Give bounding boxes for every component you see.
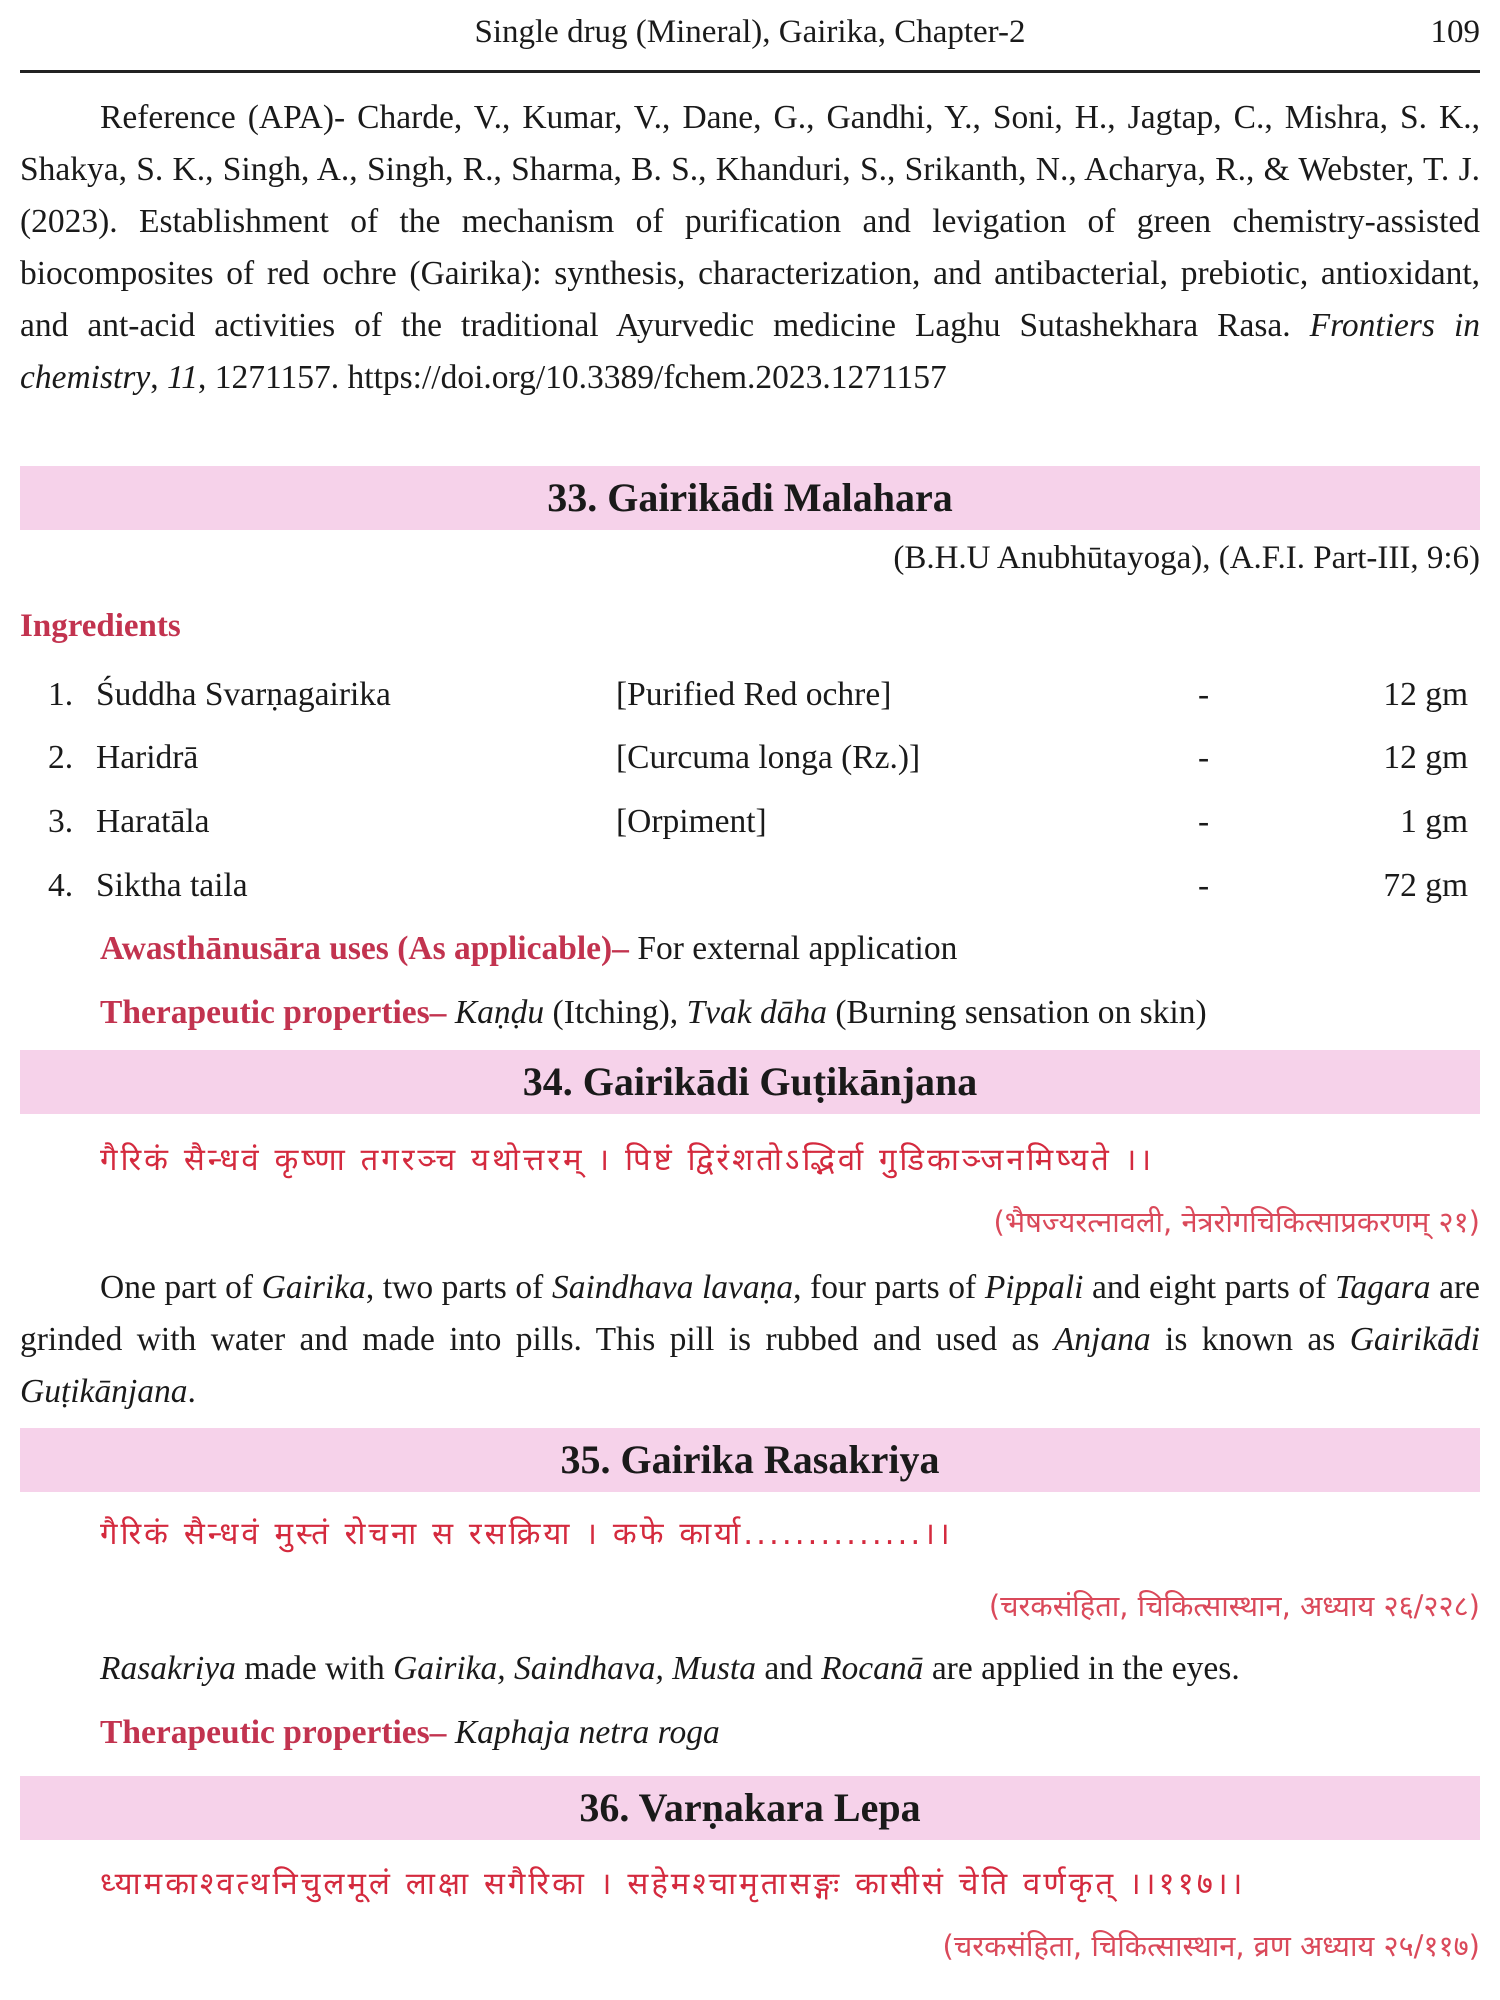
desc-term: Anjana: [1053, 1321, 1151, 1358]
reference-journal: Frontiers in chemistry: [20, 307, 1480, 396]
desc-term: Pippali: [984, 1269, 1084, 1306]
ingredient-dash: -: [1198, 739, 1210, 776]
desc-text: is known as: [1150, 1321, 1350, 1358]
page-number: 109: [1430, 14, 1480, 50]
therapeutic-term-1: Kaṇḍu: [454, 994, 545, 1031]
ingredient-row: [48, 856, 1468, 916]
therapeutic-term-2: Tvak dāha: [686, 994, 827, 1031]
ingredient-row: [48, 792, 1468, 852]
section-33-source: (B.H.U Anubhūtayoga), (A.F.I. Part-III, 9:6): [893, 540, 1480, 576]
ingredient-number: 3.: [48, 803, 74, 840]
section-36-title: 36. Varṇakara Lepa: [20, 1776, 1480, 1840]
desc-text: and eight parts of: [1083, 1269, 1335, 1306]
desc-text: and: [755, 1650, 822, 1687]
ingredient-name: Haratāla: [96, 803, 210, 840]
desc-term: Gairikādi Guṭikānjana: [20, 1321, 1480, 1410]
section-35-verse: गैरिकं सैन्धवं मुस्तं रोचना स रसक्रिया । कफे कार्या..............।।: [100, 1516, 953, 1552]
ingredient-number: 4.: [48, 867, 74, 904]
ingredient-latin: [Purified Red ochre]: [616, 676, 892, 713]
ingredients-heading: Ingredients: [20, 608, 181, 644]
section-33-therapeutic: [100, 994, 1207, 1032]
section-35-title: 35. Gairika Rasakriya: [20, 1428, 1480, 1492]
section-36-verse-source: (चरकसंहिता, चिकित्सास्थान, व्रण अध्याय २५/११७): [942, 1929, 1480, 1963]
desc-term: Rasakriya: [100, 1650, 236, 1687]
desc-text: are grinded with water and made into pills. This pill is rubbed and used as: [20, 1269, 1480, 1358]
therapeutic-text-2: (Burning sensation on skin): [827, 994, 1207, 1031]
section-34-verse: गैरिकं सैन्धवं कृष्णा तगरञ्च यथोत्तरम् । पिष्टं द्विरंशतोऽद्भिर्वा गुडिकाञ्जनमिष्यते ।।: [100, 1142, 1155, 1178]
ingredient-number: 2.: [48, 739, 74, 776]
therapeutic-text-1: (Itching),: [544, 994, 687, 1031]
reference-text: Reference (APA)- Charde, V., Kumar, V., Dane, G., Gandhi, Y., Soni, H., Jagtap, C., Mishra, S. K., Shakya, S. K., Singh, A., Singh, R., Sharma, B. S., Khanduri, S., Srikanth, N., Acharya, R., & Webster, T. J. (2023). Establishment of the mechanism of purification and levigation of green chemistry-assisted biocomposites of red ochre (Gairika): synthesis, characterization, and antibacterial, prebiotic, antioxidant, and ant-acid activities of the traditional Ayurvedic medicine Laghu Sutashekhara Rasa.: [20, 99, 1480, 344]
ingredient-quantity: 12 gm: [1383, 739, 1468, 776]
desc-text: made with: [235, 1650, 394, 1687]
desc-term: Saindhava lavaṇa: [551, 1269, 794, 1306]
ingredient-quantity: 12 gm: [1383, 676, 1468, 713]
section-35-verse-source: (चरकसंहिता, चिकित्सास्थान, अध्याय २६/२२८): [988, 1589, 1480, 1623]
therapeutic-label: Therapeutic properties–: [100, 1714, 447, 1751]
section-34-title: 34. Gairikādi Guṭikānjana: [20, 1050, 1480, 1114]
therapeutic-label: Therapeutic properties–: [100, 994, 447, 1031]
section-34-description: [20, 1262, 1480, 1418]
reference-volume: 11: [167, 359, 199, 396]
ingredient-name: Siktha taila: [96, 867, 248, 904]
ingredient-dash: -: [1198, 867, 1210, 904]
reference-comma: ,: [150, 359, 167, 396]
uses-label: Awasthānusāra uses (As applicable)–: [100, 930, 629, 967]
ingredient-row: [48, 665, 1468, 725]
ingredient-row: [48, 728, 1468, 788]
desc-term: Gairika: [261, 1269, 366, 1306]
ingredient-name: Haridrā: [96, 739, 199, 776]
reference-tail: , 1271157. https://doi.org/10.3389/fchem.2023.1271157: [198, 359, 947, 396]
desc-text: , four parts of: [793, 1269, 985, 1306]
section-35-description: [100, 1650, 1240, 1688]
uses-text: For external application: [628, 930, 958, 967]
desc-text: .: [187, 1373, 196, 1410]
section-33-uses: [100, 930, 957, 968]
section-35-therapeutic: [100, 1714, 720, 1752]
running-header: [20, 14, 1480, 73]
ingredient-dash: -: [1198, 676, 1210, 713]
ingredient-dash: -: [1198, 803, 1210, 840]
ingredient-latin: [Orpiment]: [616, 803, 767, 840]
section-33-title: 33. Gairikādi Malahara: [20, 466, 1480, 530]
desc-text: are applied in the eyes.: [923, 1650, 1240, 1687]
reference-paragraph: [20, 92, 1480, 404]
therapeutic-term: Kaphaja netra roga: [454, 1714, 720, 1751]
desc-text: , two parts of: [365, 1269, 552, 1306]
ingredient-number: 1.: [48, 676, 74, 713]
ingredient-name: Śuddha Svarṇagairika: [96, 676, 391, 713]
section-34-verse-source: (भैषज्यरत्नावली, नेत्ररोगचिकित्साप्रकरणम् २१): [993, 1205, 1480, 1239]
section-36-verse: ध्यामकाश्वत्थनिचुलमूलं लाक्षा सगैरिका । सहेमश्चामृतासङ्गः कासीसं चेति वर्णकृत् ।।११७।।: [100, 1866, 1246, 1902]
ingredient-quantity: 1 gm: [1400, 803, 1468, 840]
ingredient-quantity: 72 gm: [1383, 867, 1468, 904]
desc-term: Rocanā: [821, 1650, 924, 1687]
desc-term: Tagara: [1334, 1269, 1431, 1306]
desc-term: Gairika, Saindhava, Musta: [393, 1650, 756, 1687]
running-header-title: Single drug (Mineral), Gairika, Chapter-2: [474, 14, 1026, 50]
desc-text: One part of: [100, 1269, 262, 1306]
ingredient-latin: [Curcuma longa (Rz.)]: [616, 739, 921, 776]
